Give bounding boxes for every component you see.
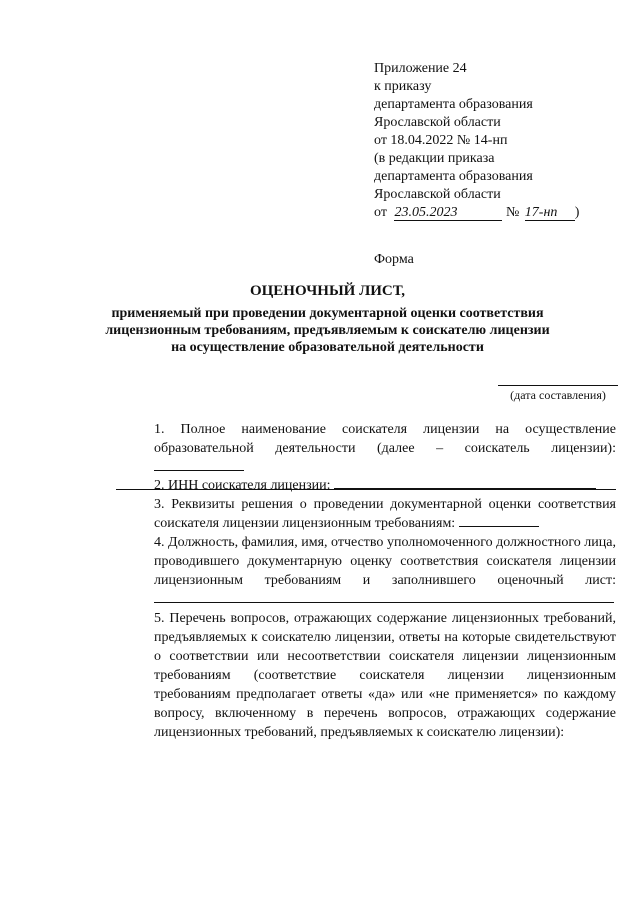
fill-line — [154, 590, 614, 603]
item-1-text: 1. Полное наименование соискателя лицензии на осуществление образовательной деятельности (далее – соискатель лицензии): — [154, 422, 616, 456]
document-subtitle: применяемый при проведении документарной оценки соответствия лицензионным требованиям, предъявляемым к соискателю лицензии на осуществление образовательной деятельности — [105, 306, 550, 355]
fill-line — [459, 514, 539, 527]
form-label: Форма — [374, 252, 414, 267]
prefix-number: № — [505, 205, 520, 220]
item-5 — [116, 609, 616, 742]
header-line: к приказу — [374, 79, 432, 94]
header-line: Ярославской области — [374, 115, 501, 130]
date-signature-line — [498, 385, 618, 386]
appendix-header — [374, 60, 579, 222]
header-line-handwritten — [374, 204, 579, 222]
item-2 — [116, 476, 616, 495]
header-line: от 18.04.2022 № 14-нп — [374, 133, 508, 148]
header-line: департамента образования — [374, 169, 533, 184]
header-line: Приложение 24 — [374, 61, 467, 76]
closing-paren: ) — [574, 205, 580, 220]
item-3 — [116, 495, 616, 533]
item-5-text: 5. Перечень вопросов, отражающих содержание лицензионных требований, предъявляемых к соискателю лицензии, ответы на которые свидетельствуют о соответствии или несоответствии соискателя лицензии лицензионным требованиям (соответствие соискателя лицензии лицензионным требованиям предполагает ответы «да» или «не применяется» по каждому вопросу, включенному в перечень вопросов, отражающих содержание лицензионных требований, предъявляемых к соискателю лицензии): — [154, 611, 616, 740]
header-line: Ярославской области — [374, 187, 501, 202]
document-title: ОЦЕНОЧНЫЙ ЛИСТ, — [249, 283, 406, 299]
date-label: (дата составления) — [510, 388, 606, 402]
fill-line — [334, 476, 596, 489]
prefix-ot: от — [374, 205, 387, 220]
handwritten-number: 17-нп — [525, 205, 575, 221]
header-line: департамента образования — [374, 97, 533, 112]
item-4-text: 4. Должность, фамилия, имя, отчество уполномоченного должностного лица, проводившего документарную оценку соответствия соискателя лицензии лицензионным требованиям и заполнившего оценочный лист: — [154, 535, 616, 588]
item-4 — [116, 533, 616, 609]
fill-line — [154, 458, 244, 471]
header-line: (в редакции приказа — [374, 151, 495, 166]
item-3-text: 3. Реквизиты решения о проведении документарной оценки соответствия соискателя лицензии лицензионным требованиям: — [154, 497, 616, 531]
handwritten-date: 23.05.2023 — [394, 205, 502, 221]
item-2-text: 2. ИНН соискателя лицензии: — [154, 478, 331, 493]
